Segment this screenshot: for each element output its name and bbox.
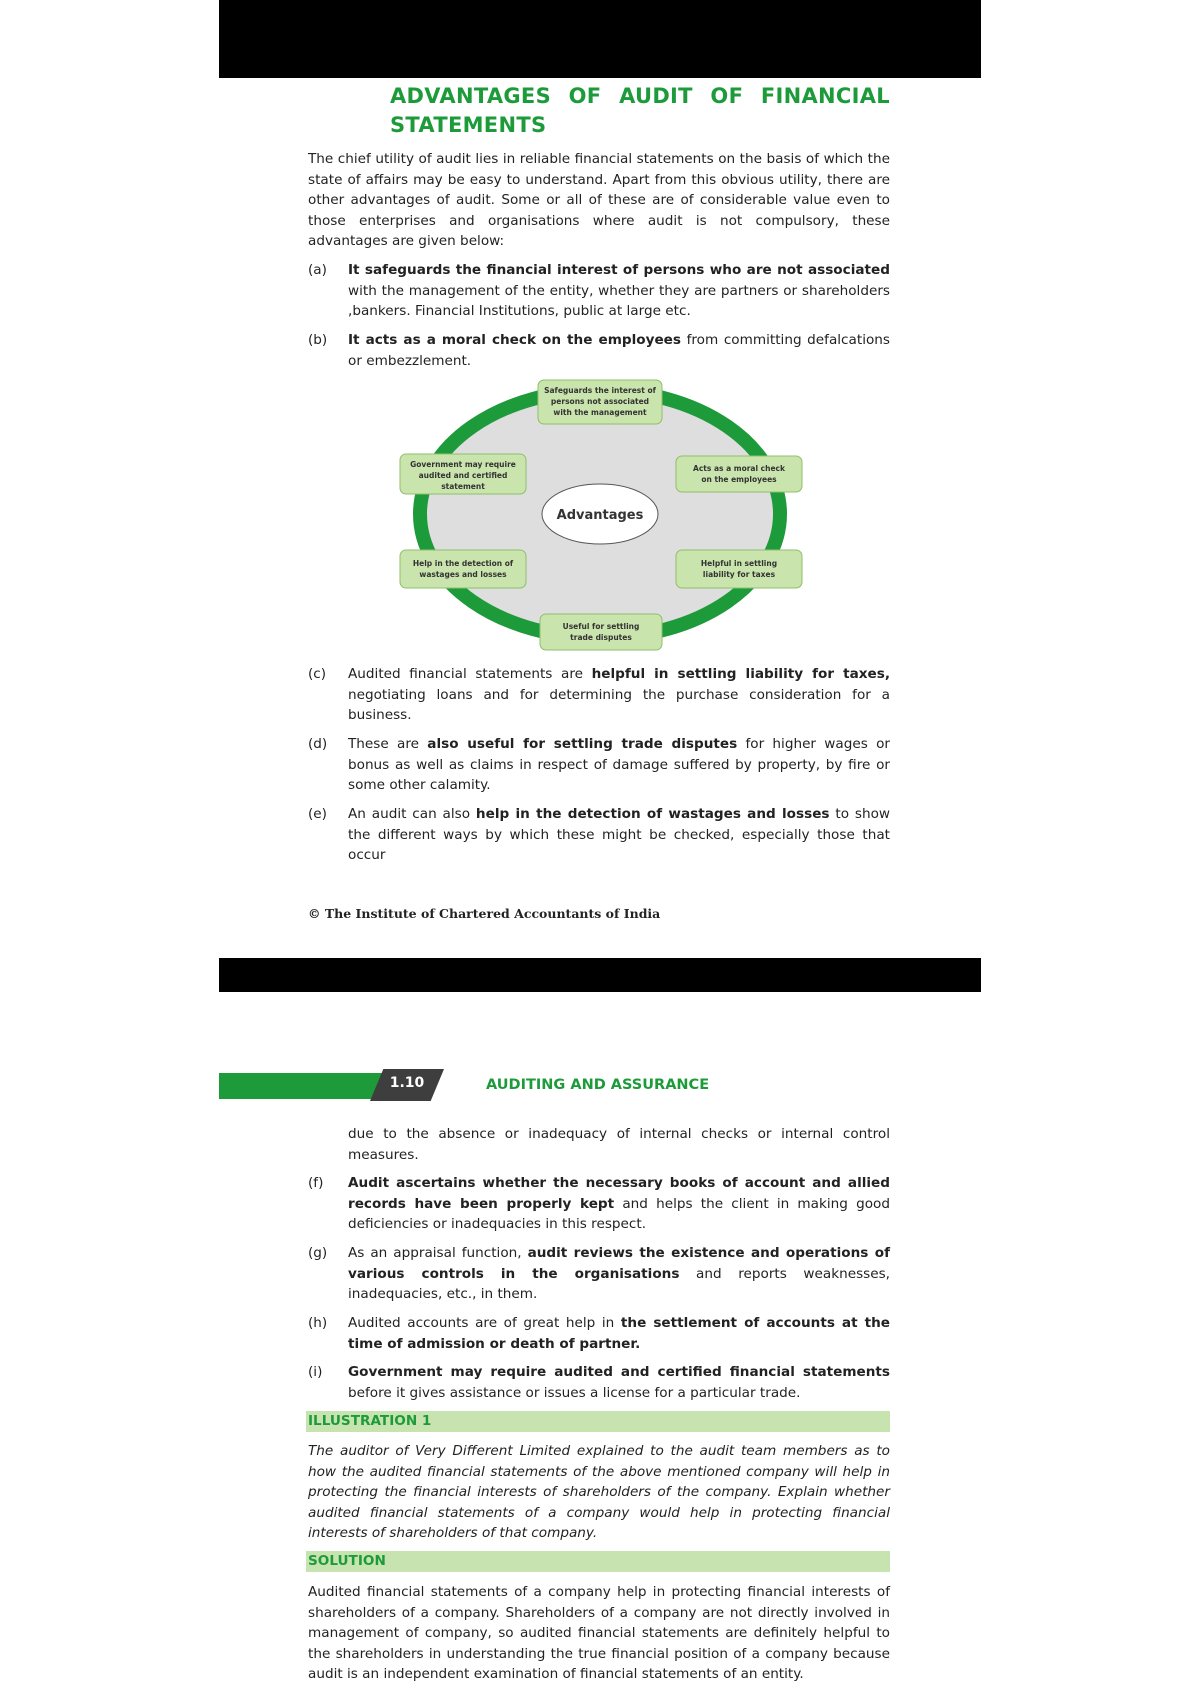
list-label: (f) <box>308 1175 324 1191</box>
node-text: statement <box>441 482 485 491</box>
node-text: wastages and losses <box>419 570 507 579</box>
item-text: An audit can also <box>348 806 476 822</box>
title-line-2: STATEMENTS <box>390 113 547 137</box>
item-text: and reports weaknesses, inadequacies, etc., in them. <box>348 1265 891 1302</box>
solution-text: Audited financial statements of a company help in protecting financial interests of shareholders of a company. Shareholders of a company are not directly involved in management of company, so audited financial statements are definitely helpful to the shareholders in understanding the true financial position of a company because audit is an independent examination of financial statements of an entity. <box>308 1584 890 1682</box>
top-black-bar <box>219 0 981 78</box>
list-label: (b) <box>308 332 328 348</box>
item-text: to show the different ways by which these might be checked, especially those that occur <box>348 806 891 863</box>
item-text: Audited financial statements are <box>348 666 592 682</box>
item-bold-text: the settlement of accounts at the time of admission or death of partner. <box>348 1315 891 1352</box>
node-text: on the employees <box>701 475 777 484</box>
node-lower-left <box>400 550 526 588</box>
item-text: with the management of the entity, whether they are partners or shareholders ,bankers. Financial Institutions, public at large etc. <box>348 282 890 319</box>
item-text: As an appraisal function, <box>348 1245 528 1261</box>
list-label: (a) <box>308 262 327 278</box>
item-bold-text: help in the detection of wastages and losses <box>475 806 830 822</box>
list-label: (i) <box>308 1364 323 1380</box>
illustration-text: The auditor of Very Different Limited explained to the audit team members as to how the audited financial statements of the above mentioned company will help in protecting the financial interests of shareholders of the company. Explain whether audited financial statements of a company would help in protecting financial interests of shareholders of that company. <box>308 1443 890 1541</box>
list-label: (e) <box>308 806 327 822</box>
node-top <box>538 380 662 424</box>
page-footer: © The Institute of Chartered Accountants of India <box>308 906 661 921</box>
item-text: from committing defalcations or embezzlement. <box>348 332 890 369</box>
advantages-diagram <box>390 378 810 654</box>
node-upper-right <box>676 456 802 492</box>
item-text: Audited accounts are of great help in <box>348 1315 621 1331</box>
item-text: and helps the client in making good deficiencies or inadequacies in this respect. <box>348 1195 890 1232</box>
node-upper-left <box>400 454 526 494</box>
node-bottom <box>540 614 662 650</box>
node-text: with the management <box>553 408 647 417</box>
solution-heading: SOLUTION <box>306 1551 890 1572</box>
node-text: Useful for settling <box>562 622 640 631</box>
item-text: for higher wages or bonus as well as claims in respect of damage suffered by property, by fire or some other calamity. <box>348 736 890 793</box>
node-text: persons not associated <box>550 397 650 406</box>
node-text: Government may require <box>410 460 516 469</box>
item-bold-text: also useful for settling trade disputes <box>427 736 738 752</box>
node-text: trade disputes <box>570 633 632 642</box>
page-break-bar <box>219 958 981 992</box>
node-lower-right <box>676 550 802 588</box>
node-text: liability for taxes <box>702 570 776 579</box>
page-title <box>390 82 890 140</box>
diagram-center-label: Advantages <box>556 508 644 523</box>
item-bold-text: It acts as a moral check on the employees <box>348 332 681 348</box>
list-label: (h) <box>308 1315 328 1331</box>
item-bold-text: It safeguards the financial interest of persons who are not associated <box>348 262 890 278</box>
page-number: 1.10 <box>389 1075 425 1091</box>
node-text: Helpful in settling <box>700 559 778 568</box>
list-label: (g) <box>308 1245 328 1261</box>
intro-paragraph: The chief utility of audit lies in reliable financial statements on the basis of which the state of affairs may be easy to understand. Apart from this obvious utility, there are other advantages of audit. Some or all of these are of considerable value even to those enterprises and organisations where audit is not compulsory, these advantages are given below: <box>308 151 890 249</box>
list-label: (c) <box>308 666 327 682</box>
item-bold-text: helpful in settling liability for taxes, <box>591 666 890 682</box>
item-bold-text: Government may require audited and certified financial statements <box>348 1364 890 1380</box>
continuation-text: due to the absence or inadequacy of internal checks or internal control measures. <box>348 1126 890 1163</box>
illustration-heading: ILLUSTRATION 1 <box>306 1411 890 1432</box>
node-text: Safeguards the interest of <box>544 386 656 395</box>
title-line-1: ADVANTAGES OF AUDIT OF FINANCIAL <box>390 84 890 108</box>
node-text: Help in the detection of <box>412 559 514 568</box>
item-text: negotiating loans and for determining the purchase consideration for a business. <box>348 686 890 723</box>
item-bold-text: Audit ascertains whether the necessary books of account and allied records have been properly kept <box>348 1175 890 1212</box>
node-text: audited and certified <box>418 471 508 480</box>
item-text: These are <box>348 736 428 752</box>
list-label: (d) <box>308 736 328 752</box>
node-text: Acts as a moral check <box>693 464 785 473</box>
item-bold-text: audit reviews the existence and operations of various controls in the organisations <box>348 1245 891 1282</box>
item-text: before it gives assistance or issues a license for a particular trade. <box>348 1384 801 1401</box>
running-header: AUDITING AND ASSURANCE <box>486 1077 710 1093</box>
